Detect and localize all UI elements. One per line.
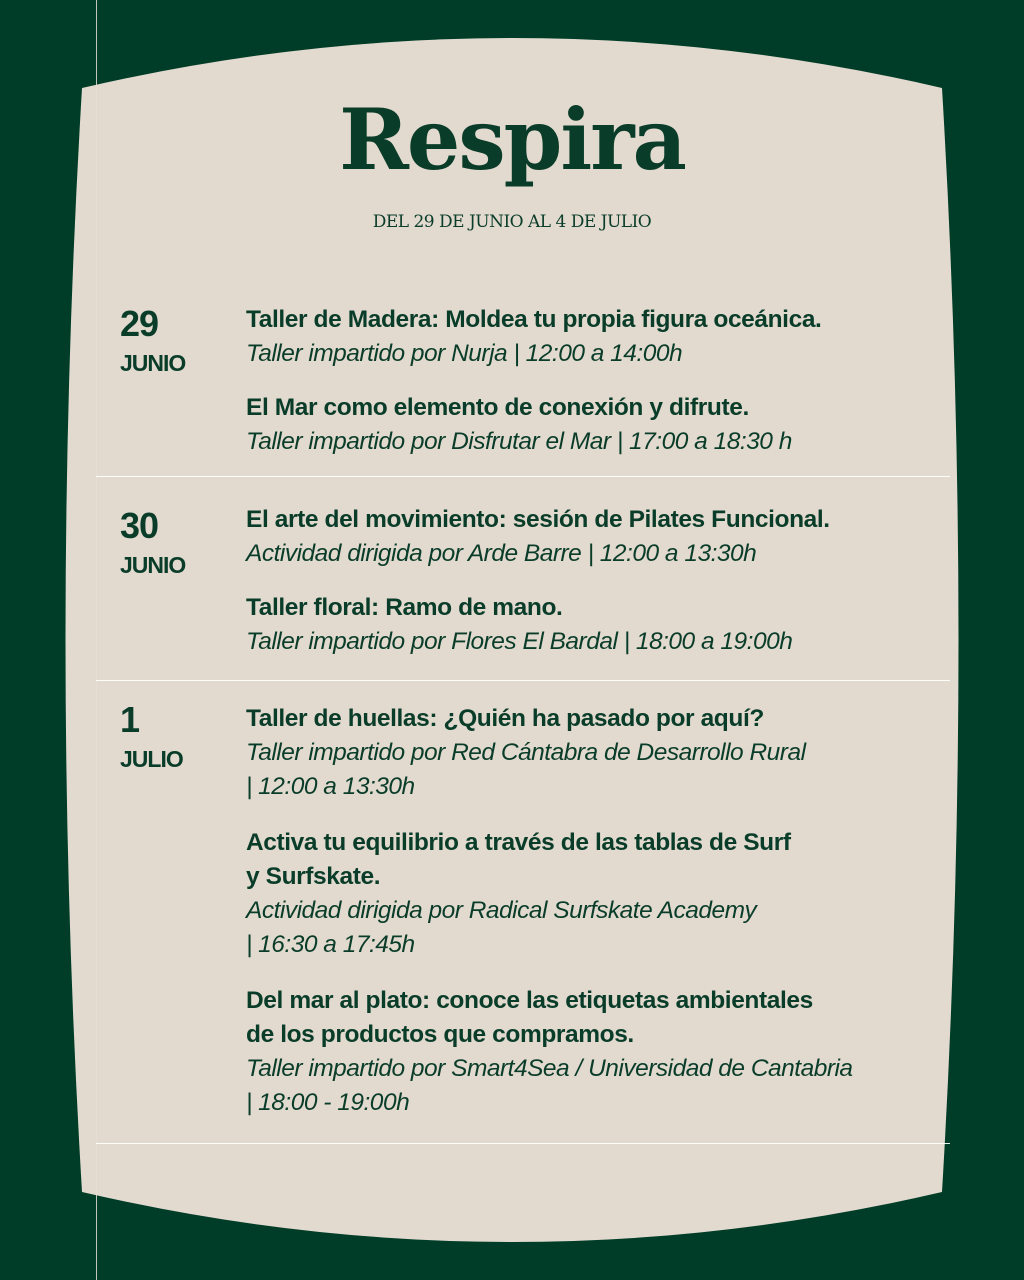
day-month: JUNIO xyxy=(120,350,186,376)
section-divider xyxy=(96,476,950,477)
day-number: 1 xyxy=(120,699,140,740)
event-title: El arte del movimiento: sesión de Pilates Funcional. xyxy=(246,506,830,533)
day-number: 29 xyxy=(120,303,159,344)
vertical-guide-line xyxy=(96,0,97,1280)
day-month: JULIO xyxy=(120,746,183,772)
day-section-1-julio xyxy=(120,699,950,1142)
day-section-30-junio xyxy=(120,505,950,678)
page-title: Respira xyxy=(339,90,685,189)
event-item xyxy=(246,591,946,659)
event-item xyxy=(246,391,946,459)
event-title: Del mar al plato: conoce las etiquetas ambientales de los productos que compramos. xyxy=(246,987,813,1048)
event-detail: Taller impartido por Disfrutar el Mar | 17:00 a 18:30 h xyxy=(246,428,792,455)
event-title: Taller de Madera: Moldea tu propia figura oceánica. xyxy=(246,306,822,333)
event-item xyxy=(246,702,946,804)
event-detail: Taller impartido por Red Cántabra de Desarrollo Rural | 12:00 a 13:30h xyxy=(246,739,806,800)
event-title: Taller floral: Ramo de mano. xyxy=(246,594,563,621)
event-detail: Taller impartido por Smart4Sea / Universidad de Cantabria | 18:00 - 19:00h xyxy=(246,1055,853,1116)
event-title: Taller de huellas: ¿Quién ha pasado por aquí? xyxy=(246,705,764,732)
event-title: Activa tu equilibrio a través de las tablas de Surf y Surfskate. xyxy=(246,829,791,890)
event-item xyxy=(246,984,946,1120)
day-month: JUNIO xyxy=(120,552,186,578)
event-title: El Mar como elemento de conexión y difrute. xyxy=(246,394,749,421)
event-detail: Taller impartido por Flores El Bardal | 18:00 a 19:00h xyxy=(246,628,793,655)
day-section-29-junio xyxy=(120,303,950,476)
event-item xyxy=(246,303,946,371)
event-item xyxy=(246,826,946,962)
date-range-subtitle: DEL 29 DE JUNIO AL 4 DE JULIO xyxy=(372,212,652,232)
event-detail: Taller impartido por Nurja | 12:00 a 14:00h xyxy=(246,340,683,367)
event-item xyxy=(246,503,946,571)
section-divider xyxy=(96,1143,950,1144)
section-divider xyxy=(96,680,950,681)
day-number: 30 xyxy=(120,505,159,546)
event-detail: Actividad dirigida por Radical Surfskate Academy | 16:30 a 17:45h xyxy=(246,897,757,958)
event-detail: Actividad dirigida por Arde Barre | 12:00 a 13:30h xyxy=(246,540,757,567)
